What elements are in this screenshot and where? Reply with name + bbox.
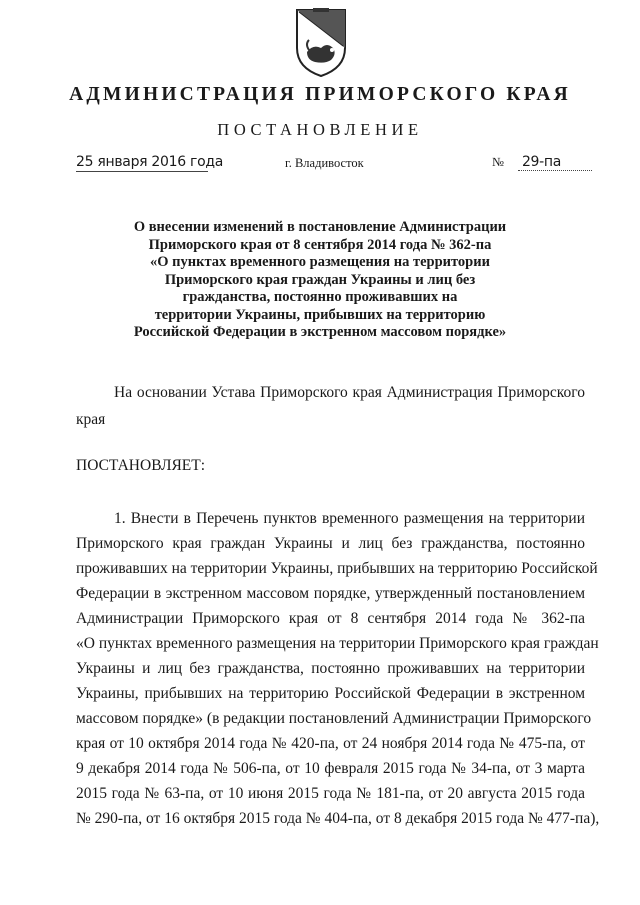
paragraph-line: 1. Внести в Перечень пунктов временного размещения на территории	[114, 510, 585, 527]
number-sign: №	[492, 155, 504, 169]
title-line: О внесении изменений в постановление Администрации	[133, 219, 507, 235]
decree-word: ПОСТАНОВЛЯЕТ:	[76, 457, 206, 474]
paragraph-line: 2015 года № 63-па, от 10 июня 2015 года № 181-па, от 20 августа 2015 года	[76, 785, 585, 802]
paragraph-line: массовом порядке» (в редакции постановлений Администрации Приморского	[76, 710, 592, 727]
document-number: 29-па	[518, 154, 592, 171]
document-city: г. Владивосток	[285, 156, 364, 170]
paragraph-line: Приморского края граждан Украины и лиц без гражданства, постоянно	[76, 535, 585, 552]
basis-line: края	[76, 411, 106, 428]
paragraph-line: Федерации в экстренном массовом порядке, утвержденный постановлением	[76, 585, 585, 602]
paragraph-1	[76, 506, 600, 831]
title-line: территории Украины, прибывших на территорию	[154, 306, 486, 323]
title-line: «О пунктах временного размещения на территории	[150, 254, 490, 270]
paragraph-line: «О пунктах временного размещения на территории Приморского края граждан	[76, 635, 599, 652]
paragraph-line: края от 10 октября 2014 года № 420-па, от 24 ноября 2014 года № 475-па, от	[76, 735, 585, 752]
paragraph-line: Украины и лиц без гражданства, постоянно проживавших на территории	[76, 660, 585, 677]
coat-of-arms-icon	[291, 8, 351, 78]
title-line: гражданства, постоянно проживавших на	[182, 289, 458, 305]
paragraph-line: 9 декабря 2014 года № 506-па, от 10 февраля 2015 года № 34-па, от 3 марта	[76, 760, 585, 777]
paragraph-line: Украины, прибывших на территорию Российской Федерации в экстренном	[76, 685, 585, 702]
paragraph-line: № 290-па, от 16 октября 2015 года № 404-па, от 8 декабря 2015 года № 477-па),	[76, 810, 600, 827]
paragraph-line: Администрации Приморского края от 8 сентября 2014 года № 362-па	[76, 610, 585, 627]
basis-paragraph	[76, 379, 585, 433]
title-line: Приморского края граждан Украины и лиц без	[164, 271, 476, 288]
document-type: ПОСТАНОВЛЕНИЕ	[217, 120, 423, 139]
title-line: Российской Федерации в экстренном массовом порядке»	[133, 324, 507, 340]
document-number-field	[492, 154, 592, 171]
basis-line: На основании Устава Приморского края Администрация Приморского	[114, 384, 585, 401]
document-date: 25 января 2016 года	[76, 154, 223, 170]
document-title	[100, 219, 540, 342]
title-line: Приморского края от 8 сентября 2014 года № 362-па	[148, 236, 492, 253]
paragraph-line: проживавших на территории Украины, прибывших на территорию Российской	[76, 560, 598, 577]
organization-title: АДМИНИСТРАЦИЯ ПРИМОРСКОГО КРАЯ	[69, 84, 571, 105]
